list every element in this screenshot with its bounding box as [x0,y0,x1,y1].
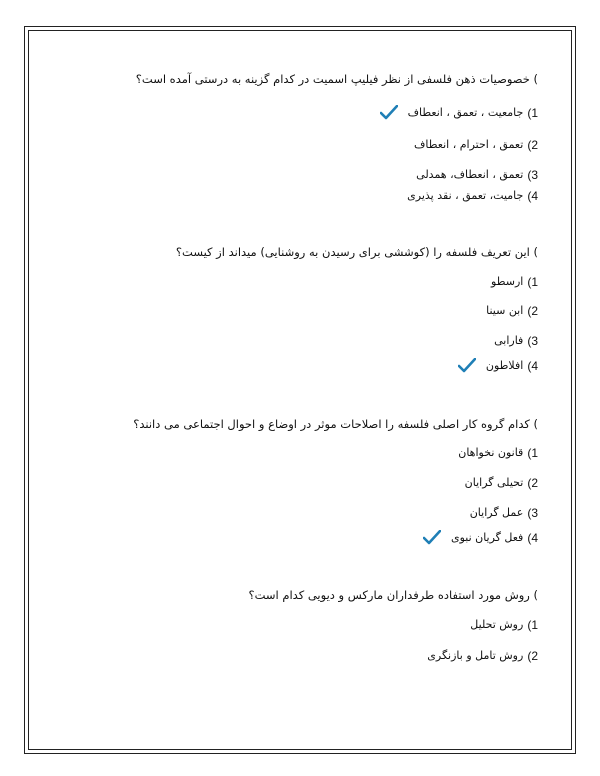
question-1-text: ) خصوصیات ذهن فلسفی از نظر فیلیپ اسمیت در کدام گزینه به درستی آمده است؟ [135,72,538,86]
option-number: 2) [527,138,538,152]
option-number: 2) [527,304,538,318]
question-2-option-4[interactable] [458,358,538,375]
question-3-option-1[interactable] [458,445,538,462]
question-4-option-2[interactable] [427,648,538,665]
option-text: فعل گریان نبوی [450,531,524,544]
checkmark-icon [380,105,398,121]
option-text: فارابی [494,334,524,347]
question-1-option-3[interactable] [416,167,538,184]
option-text: تعمق ، انعطاف، همدلی [416,168,524,181]
option-number: 4) [527,359,538,373]
option-text: عمل گرایان [469,506,524,519]
question-2-text: ) این تعریف فلسفه را (کوششی برای رسیدن به روشنایی) میداند از کیست؟ [175,245,538,259]
question-3-option-4[interactable] [423,530,538,547]
option-text: جامعیت ، تعمق ، انعطاف [407,106,524,119]
checkmark-icon [458,358,476,374]
question-4-text: ) روش مورد استفاده طرفداران مارکس و دیویی کدام است؟ [248,588,538,602]
question-3-text: ) کدام گروه کار اصلی فلسفه را اصلاحات موثر در اوضاع و احوال اجتماعی می دانند؟ [133,417,538,431]
option-number: 1) [527,618,538,632]
option-number: 3) [527,506,538,520]
option-text: تعمق ، احترام ، انعطاف [414,138,524,151]
question-1-option-2[interactable] [414,137,538,154]
question-2-option-2[interactable] [486,303,538,320]
option-text: روش تحلیل [470,618,524,631]
option-text: جامیت، تعمق ، نقد پذیری [407,189,524,202]
option-text: تحیلی گرایان [464,476,524,489]
option-number: 3) [527,334,538,348]
option-number: 1) [527,106,538,120]
option-text: ابن سینا [486,304,524,317]
option-number: 3) [527,168,538,182]
option-number: 1) [527,275,538,289]
option-text: ارسطو [491,275,524,288]
option-number: 2) [527,476,538,490]
question-4-option-1[interactable] [470,617,538,634]
option-text: روش تامل و بازنگری [427,649,524,662]
option-text: افلاطون [485,359,524,372]
option-number: 2) [527,649,538,663]
question-3-option-2[interactable] [465,475,538,492]
question-2-option-1[interactable] [491,274,538,291]
checkmark-icon [423,530,441,546]
option-number: 1) [527,446,538,460]
quiz-content [40,0,538,776]
option-number: 4) [527,189,538,203]
question-2-option-3[interactable] [494,333,538,350]
question-1-option-4[interactable] [407,188,538,205]
question-3-option-3[interactable] [470,505,538,522]
option-number: 4) [527,531,538,545]
question-1-option-1[interactable] [380,105,538,122]
option-text: قانون نخواهان [458,446,524,459]
